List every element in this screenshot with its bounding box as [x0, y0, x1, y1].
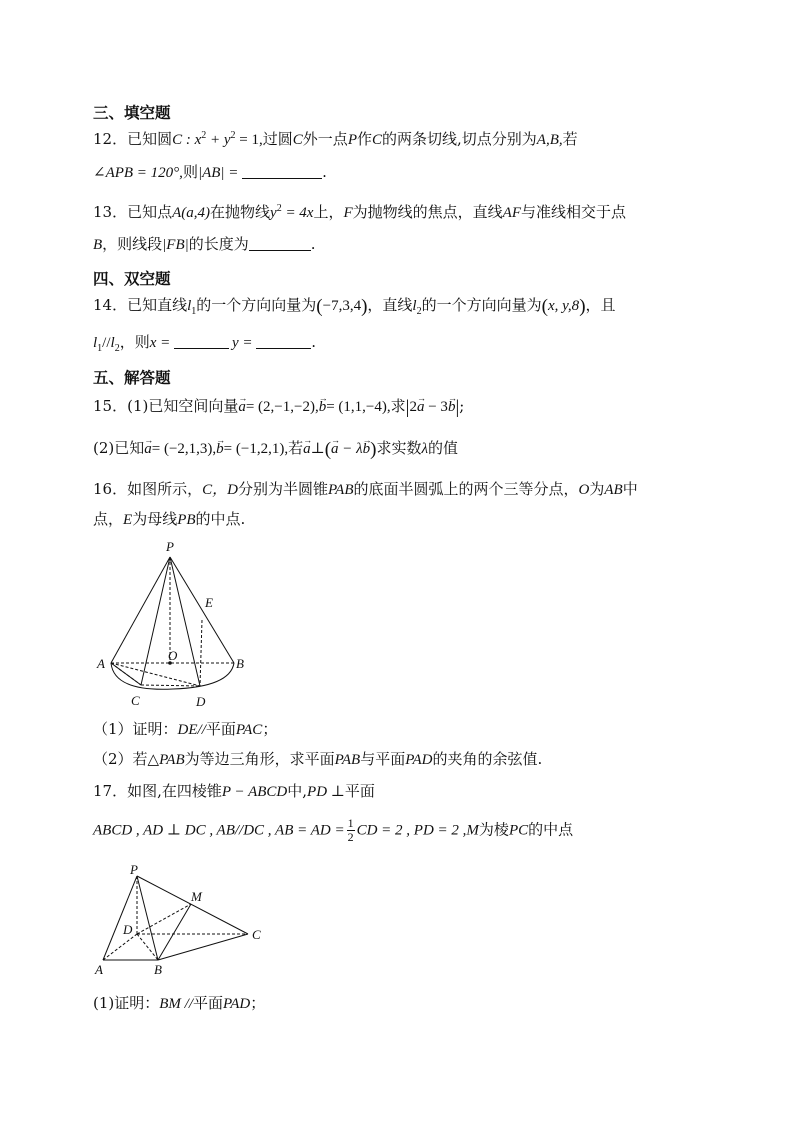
- label-O: O: [168, 648, 178, 663]
- half-cone-figure: [88, 535, 258, 715]
- edge-DE: [200, 620, 202, 686]
- q15-line1: 15．(1)已知空间向量→ a= (2,−1,−2),→ b= (1,1,−4),求|2→ a − 3→ b|;: [93, 395, 464, 419]
- label-B: B: [154, 962, 162, 977]
- section-fill-in: 三、填空题: [93, 104, 171, 122]
- q16-line2: 点，E为母线PB的中点.: [93, 510, 246, 528]
- q13-answer-blank[interactable]: [249, 236, 311, 251]
- label-P: P: [130, 862, 138, 877]
- label-C: C: [252, 927, 261, 942]
- q14-line2: $l_1//l_2$，则x = y = .: [93, 333, 317, 354]
- edge-PC: [141, 557, 170, 685]
- q12-line2: ∠APB = 120°,则|AB| = .: [93, 163, 327, 181]
- q15-line2: (2)已知→ a= (−2,1,3),→ b= (−1,2,1),若→ a⊥(→ a − λ→ b)求实数λ的值: [93, 437, 458, 461]
- q13-line1: 13．已知点A(a,4)在抛物线$y^2 = 4x$上，F为抛物线的焦点，直线AF与准线相交于点: [93, 203, 627, 221]
- label-B: B: [236, 656, 244, 671]
- edge-CD: [141, 685, 200, 686]
- q17-part1: (1)证明：BM //平面PAD；: [93, 994, 266, 1012]
- section-double-blank: 四、双空题: [93, 270, 171, 288]
- q16-part1: （1）证明：DE//平面PAC；: [93, 720, 278, 738]
- fraction-half: $\frac{1}{2}$: [347, 816, 354, 844]
- q17-line1: 17．如图,在四棱锥P − ABCD中,PD ⊥平面: [93, 782, 375, 800]
- q14-x-blank[interactable]: [174, 334, 229, 349]
- q12-answer-blank[interactable]: [242, 164, 322, 179]
- label-M: M: [191, 889, 202, 904]
- q16-line1: 16．如图所示，C，D分别为半圆锥PAB的底面半圆弧上的两个三等分点，O为AB中: [93, 480, 638, 498]
- q12-line1: 12．已知圆C : $x^2 + y^2 = 1$,过圆C外一点P作C的两条切线,切点分别为A,B,若: [93, 130, 578, 148]
- q16-part2: （2）若△PAB为等边三角形，求平面PAB与平面PAD的夹角的余弦值.: [93, 750, 543, 768]
- q17-line2: ABCD , AD ⊥ DC , AB//DC , AB = AD = $\frac{1}{2}$ CD = 2 , PD = 2 ,M为棱PC的中点: [93, 816, 574, 844]
- label-C: C: [131, 693, 140, 708]
- q13-line2: B，则线段|FB|的长度为 .: [93, 235, 316, 253]
- q14-line1: 14．已知直线$l_1$的一个方向向量为(−7,3,4)，直线$l_2$的一个方向向量为(x, y,8)，且: [93, 296, 616, 317]
- edge-PA: [111, 557, 170, 663]
- label-A: A: [97, 656, 105, 671]
- q14-y-blank[interactable]: [256, 334, 311, 349]
- edge-PC: [137, 876, 248, 934]
- label-E: E: [205, 595, 213, 610]
- edge-PD: [170, 557, 200, 686]
- section-solve: 五、解答题: [93, 369, 171, 387]
- edge-PB: [170, 557, 234, 663]
- label-D: D: [123, 922, 133, 937]
- pyramid-figure: [90, 858, 275, 983]
- label-A: A: [95, 962, 103, 977]
- label-D: D: [196, 694, 206, 709]
- label-P: P: [166, 539, 174, 554]
